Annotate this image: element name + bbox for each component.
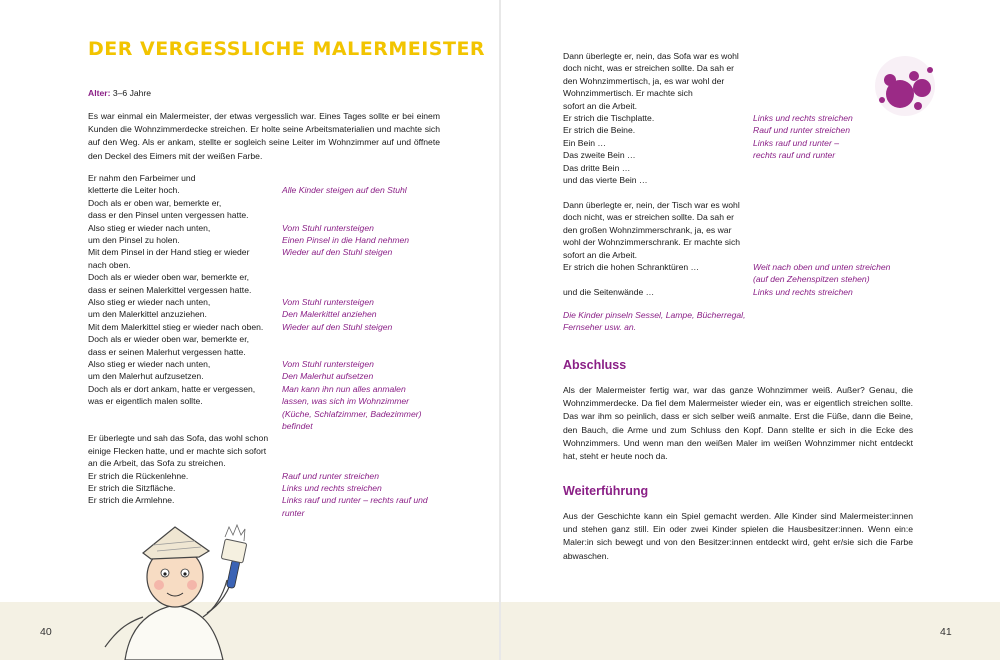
stage-direction: Vom Stuhl runtersteigen: [282, 359, 374, 369]
stage-direction: Links rauf und runter –: [753, 137, 839, 148]
stage-direction: Einen Pinsel in die Hand nehmen: [282, 235, 410, 245]
stage-direction: Links und rechts streichen: [753, 113, 853, 123]
stage-direction: Rauf und runter streichen: [753, 125, 850, 136]
story-line: an die Arbeit, das Sofa zu streichen.: [88, 458, 226, 469]
story-line: und die Seitenwände …: [563, 286, 655, 297]
story-line: kletterte die Leiter hoch.: [88, 185, 180, 196]
story-line: sofort an die Arbeit.: [563, 249, 638, 260]
story-line: Doch als er wieder oben war, bemerkte er,: [88, 272, 249, 283]
story-line: Ein Bein …: [563, 137, 606, 148]
story-line: und das vierte Bein …: [563, 175, 648, 185]
paintbrush-icon: [221, 525, 247, 589]
story-line: Also stieg er wieder nach unten,: [88, 297, 211, 307]
stage-direction: Vom Stuhl runtersteigen: [282, 222, 374, 233]
stage-direction: runter: [282, 507, 305, 518]
right-page: [500, 0, 1000, 660]
story-line: Das zweite Bein …: [563, 150, 636, 161]
stage-direction: Links und rechts streichen: [753, 286, 853, 297]
story-line: dass er seinen Malerhut vergessen hatte.: [88, 346, 246, 357]
page-number-right: 41: [940, 626, 952, 638]
story-line: dass er den Pinsel unten vergessen hatte.: [88, 210, 249, 221]
stage-direction: Den Malerkittel anziehen: [282, 309, 377, 320]
note-line: Fernseher usw. an.: [563, 322, 637, 333]
stage-direction: Links und rechts streichen: [282, 483, 382, 493]
stage-direction: Weit nach oben und unten streichen: [753, 262, 891, 272]
story-line: dass er seinen Malerkittel vergessen hatte.: [88, 284, 252, 295]
page-number-left: 40: [40, 626, 52, 638]
stage-direction: (auf den Zehenspitzen stehen): [753, 274, 870, 285]
abschluss-text: Als der Malermeister fertig war, war das ganze Wohnzimmer weiß. Außer? Genau, die Wohnzimmerdecke. Da fiel dem Malermeister wieder ein, was er eigentlich streichen sollte. Das war ihm so peinlich, dass er sich selber weiß anmalte. Erst die Füße, dann die Beine, den Bauch, die Arme und zum Schluss den Kopf. Dann stellte er sich in die Ecke des Wohnzimmers. Und wenn man den weißen Maler im weißen Wohnzimmer nicht entdeckt hat, steht er heute noch da.: [563, 385, 913, 462]
stage-direction: Wieder auf den Stuhl steigen: [282, 321, 393, 332]
story-line: Also stieg er wieder nach unten,: [88, 222, 211, 233]
story-line: Er strich die Sitzfläche.: [88, 483, 176, 493]
story-line: den Wohnzimmertisch, ja, es war wohl der: [563, 75, 725, 86]
story-line: den großen Wohnzimmerschrank, ja, es war: [563, 224, 732, 235]
stage-direction: befindet: [282, 421, 313, 431]
story-line: doch nicht, was er streichen sollte. Da sah er: [563, 212, 735, 223]
stage-direction: Vom Stuhl runtersteigen: [282, 297, 374, 307]
story-line: Er überlegte und sah das Sofa, das wohl schon: [88, 433, 269, 444]
story-line: Mit dem Malerkittel stieg er wieder nach oben.: [88, 321, 264, 332]
abschluss-heading: Abschluss: [563, 358, 627, 372]
page-title: DER VERGESSLICHE MALERMEISTER: [88, 38, 486, 60]
story-line: wohl der Wohnzimmerschrank. Er machte sich: [563, 237, 741, 248]
story-line: nach oben.: [88, 259, 131, 270]
stage-direction: rechts rauf und runter: [753, 150, 836, 161]
weiter-heading: Weiterführung: [563, 484, 649, 498]
story-line: Er strich die Beine.: [563, 125, 636, 136]
story-line: was er eigentlich malen sollte.: [88, 396, 203, 407]
story-line: um den Pinsel zu holen.: [88, 235, 180, 245]
stage-direction: Links rauf und runter – rechts rauf und: [282, 495, 428, 506]
stage-direction: Wieder auf den Stuhl steigen: [282, 247, 393, 258]
story-line: um den Malerhut aufzusetzen.: [88, 371, 204, 382]
stage-direction: Rauf und runter streichen: [282, 470, 379, 481]
story-line: einige Flecken hatte, und er machte sich sofort: [88, 445, 267, 456]
paint-splash-decoration: [860, 48, 950, 128]
story-line: Er strich die Armlehne.: [88, 495, 175, 506]
story-line: Dann überlegte er, nein, der Tisch war es wohl: [563, 200, 740, 210]
story-line: Doch als er dort ankam, hatte er vergessen,: [88, 383, 256, 394]
story-line: Er nahm den Farbeimer und: [88, 173, 196, 183]
story-line: Dann überlegte er, nein, das Sofa war es wohl: [563, 51, 739, 61]
story-line: Also stieg er wieder nach unten,: [88, 359, 211, 369]
age-info: [88, 88, 151, 98]
story-line: Er strich die Rückenlehne.: [88, 470, 189, 481]
stage-direction: Den Malerhut aufsetzen: [282, 371, 374, 382]
stage-direction: Man kann ihn nun alles anmalen: [282, 383, 406, 394]
story-line: sofort an die Arbeit.: [563, 100, 638, 111]
story-line: Doch als er wieder oben war, bemerkte er,: [88, 334, 249, 345]
painter-illustration: [95, 505, 265, 660]
story-line: Mit dem Pinsel in der Hand stieg er wieder: [88, 247, 250, 258]
note-line: Die Kinder pinseln Sessel, Lampe, Bücherregal,: [563, 310, 746, 320]
age-value: 3–6 Jahre: [112, 88, 152, 98]
age-label: Alter:: [88, 88, 111, 98]
story-line: Er strich die hohen Schranktüren …: [563, 262, 700, 272]
painter-figure: [105, 527, 233, 660]
story-line: Wohnzimmertisch. Er machte sich: [563, 88, 693, 99]
story-line: Doch als er oben war, bemerkte er,: [88, 197, 222, 208]
story-line: Das dritte Bein …: [563, 162, 631, 173]
stage-direction: Alle Kinder steigen auf den Stuhl: [282, 185, 407, 196]
stage-direction: (Küche, Schlafzimmer, Badezimmer): [282, 408, 422, 419]
stage-direction: lassen, was sich im Wohnzimmer: [282, 396, 410, 407]
story-line: doch nicht, was er streichen sollte. Da sah er: [563, 63, 735, 74]
story-line: Er strich die Tischplatte.: [563, 113, 655, 123]
weiter-text: Aus der Geschichte kann ein Spiel gemacht werden. Alle Kinder sind Malermeister:innen und stehen ganz still. Ein oder zwei Kinder spielen die Hausbesitzer:innen. Wenn ein:e Maler:in sich bewegt und von den Besitzer:innen entdeckt wird, geht er/sie sich die Farbe abwaschen.: [563, 511, 913, 561]
story-line: um den Malerkittel anzuziehen.: [88, 309, 207, 320]
intro-paragraph: Es war einmal ein Malermeister, der etwas vergesslich war. Eines Tages sollte er bei einem Kunden die Wohnzimmerdecke streichen. Er holte seine Arbeitsmaterialien und machte sich auf den Weg. Als er ankam, stellte er sogleich seine Leiter im Wohnzimmer auf und öffnete den Deckel des Eimers mit der weißen Farbe.: [88, 111, 440, 161]
